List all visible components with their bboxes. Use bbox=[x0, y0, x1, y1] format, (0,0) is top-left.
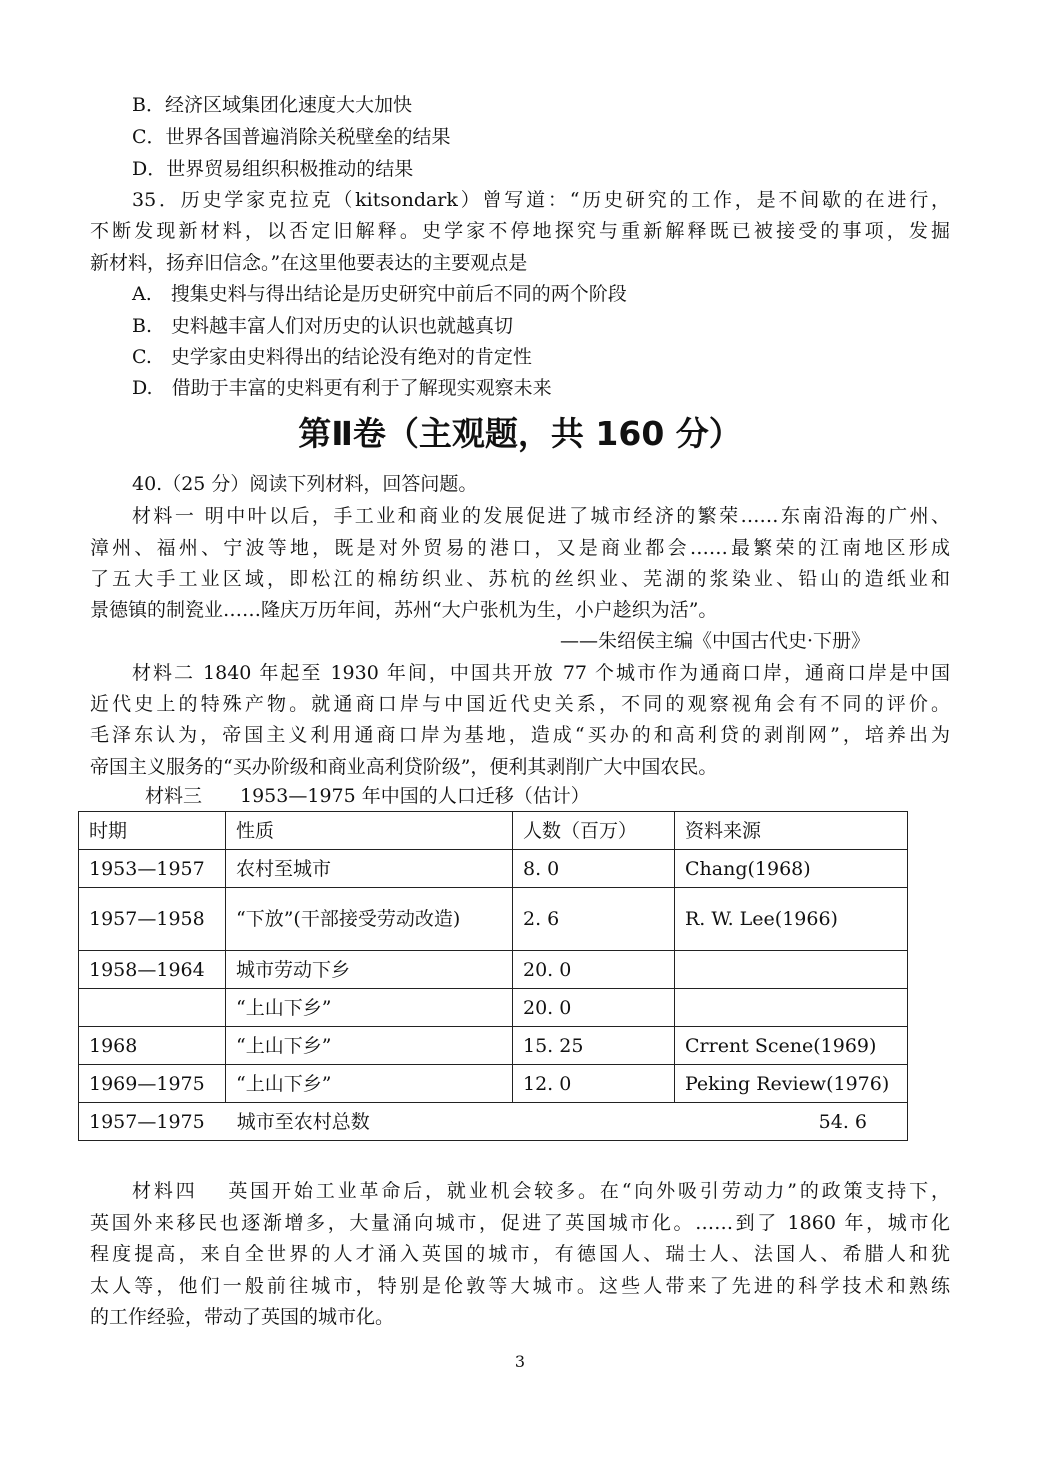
material3-caption: 材料三 1953—1975 年中国的人口迁移（估计） bbox=[145, 785, 590, 807]
cell-count: 20. 0 bbox=[513, 951, 675, 989]
cell-period: 1953—1957 bbox=[79, 850, 226, 888]
material4-line-1: 材料四 英国开始工业革命后，就业机会较多。在“向外吸引劳动力”的政策支持下， bbox=[132, 1180, 950, 1202]
cell-period: 1969—1975 bbox=[79, 1065, 226, 1103]
material2-line-3: 毛泽东认为，帝国主义利用通商口岸为基地，造成“买办的和高利贷的剥削网”，培养出为 bbox=[90, 724, 950, 746]
q35-stem-line-3: 新材料，扬弃旧信念。”在这里他要表达的主要观点是 bbox=[90, 252, 528, 274]
header-cell-source: 资料来源 bbox=[675, 812, 908, 850]
material4-line-2: 英国外来移民也逐渐增多，大量涌向城市，促进了英国城市化。……到了 1860 年，城市化 bbox=[90, 1212, 950, 1234]
cell-nature: “下放”(干部接受劳动改造) bbox=[226, 888, 513, 951]
cell-nature: “上山下乡” bbox=[226, 1065, 513, 1103]
q34-option-d: D．世界贸易组织积极推动的结果 bbox=[132, 158, 414, 180]
material1-line-2: 漳州、福州、宁波等地，既是对外贸易的港口，又是商业都会……最繁荣的江南地区形成 bbox=[90, 537, 950, 559]
cell-nature: “上山下乡” bbox=[226, 1027, 513, 1065]
material2-line-4: 帝国主义服务的“买办阶级和商业高利贷阶级”，便利其剥削广大中国农民。 bbox=[90, 756, 718, 778]
table-total-row bbox=[79, 1103, 908, 1141]
table-row bbox=[79, 989, 908, 1027]
cell-nature: 城市劳动下乡 bbox=[226, 951, 513, 989]
cell-nature: “上山下乡” bbox=[226, 989, 513, 1027]
q35-stem-line-2: 不断发现新材料，以否定旧解释。史学家不停地探究与重新解释既已被接受的事项，发掘 bbox=[90, 220, 950, 242]
q35-option-d: D. 借助于丰富的史料更有利于了解现实观察未来 bbox=[132, 377, 552, 399]
cell-source: Crrent Scene(1969) bbox=[675, 1027, 908, 1065]
cell-count: 8. 0 bbox=[513, 850, 675, 888]
page-number: 3 bbox=[514, 1352, 526, 1371]
cell-source bbox=[675, 951, 908, 989]
cell-count: 20. 0 bbox=[513, 989, 675, 1027]
section-title: 第Ⅱ卷（主观题，共 160 分） bbox=[298, 414, 742, 453]
q35-option-a: A. 搜集史料与得出结论是历史研究中前后不同的两个阶段 bbox=[132, 283, 627, 305]
total-period: 1957—1975 bbox=[89, 1110, 205, 1133]
header-cell-count: 人数（百万） bbox=[513, 812, 675, 850]
q35-option-b: B. 史料越丰富人们对历史的认识也就越真切 bbox=[132, 315, 514, 337]
table-row bbox=[79, 888, 908, 951]
cell-source: Peking Review(1976) bbox=[675, 1065, 908, 1103]
cell-period bbox=[79, 989, 226, 1027]
total-label: 城市至农村总数 bbox=[236, 1110, 370, 1133]
cell-source: Chang(1968) bbox=[675, 850, 908, 888]
material4-line-5: 的工作经验，带动了英国的城市化。 bbox=[90, 1306, 395, 1328]
header-cell-period: 时期 bbox=[79, 812, 226, 850]
q40-intro: 40.（25 分）阅读下列材料，回答问题。 bbox=[132, 473, 478, 495]
cell-period: 1958—1964 bbox=[79, 951, 226, 989]
cell-source: R. W. Lee(1966) bbox=[675, 888, 908, 951]
material1-line-4: 景德镇的制瓷业……隆庆万历年间，苏州“大户张机为生，小户趁织为活”。 bbox=[90, 599, 718, 621]
total-value: 54. 6 bbox=[818, 1111, 867, 1133]
cell-source bbox=[675, 989, 908, 1027]
cell-count: 2. 6 bbox=[513, 888, 675, 951]
material2-line-2: 近代史上的特殊产物。就通商口岸与中国近代史关系，不同的观察视角会有不同的评价。 bbox=[90, 693, 950, 715]
cell-count: 12. 0 bbox=[513, 1065, 675, 1103]
table-row bbox=[79, 1027, 908, 1065]
material1-line-3: 了五大手工业区域，即松江的棉纺织业、苏杭的丝织业、芜湖的浆染业、铅山的造纸业和 bbox=[90, 568, 950, 590]
q34-option-c: C．世界各国普遍消除关税壁垒的结果 bbox=[132, 126, 451, 148]
table-row bbox=[79, 1065, 908, 1103]
table-row bbox=[79, 951, 908, 989]
cell-nature: 农村至城市 bbox=[226, 850, 513, 888]
q35-option-c: C. 史学家由史料得出的结论没有绝对的肯定性 bbox=[132, 346, 532, 368]
q34-option-b: B．经济区域集团化速度大大加快 bbox=[132, 94, 412, 116]
table-row bbox=[79, 850, 908, 888]
cell-period: 1957—1958 bbox=[79, 888, 226, 951]
material1-line-1: 材料一 明中叶以后，手工业和商业的发展促进了城市经济的繁荣……东南沿海的广州、 bbox=[132, 505, 950, 527]
header-cell-nature: 性质 bbox=[226, 812, 513, 850]
material4-line-4: 太人等，他们一般前往城市，特别是伦敦等大城市。这些人带来了先进的科学技术和熟练 bbox=[90, 1275, 950, 1297]
migration-table bbox=[78, 811, 908, 1141]
total-cell bbox=[79, 1103, 908, 1141]
table-header-row bbox=[79, 812, 908, 850]
material4-line-3: 程度提高，来自全世界的人才涌入英国的城市，有德国人、瑞士人、法国人、希腊人和犹 bbox=[90, 1243, 950, 1265]
cell-period: 1968 bbox=[79, 1027, 226, 1065]
material1-source: ——朱绍侯主编《中国古代史·下册》 bbox=[559, 630, 870, 652]
material2-line-1: 材料二 1840 年起至 1930 年间，中国共开放 77 个城市作为通商口岸，通商口岸是中国 bbox=[132, 662, 950, 684]
q35-stem-line-1: 35．历史学家克拉克（kitsondark）曾写道：“历史研究的工作，是不间歇的在进行， bbox=[132, 189, 950, 211]
cell-count: 15. 25 bbox=[513, 1027, 675, 1065]
